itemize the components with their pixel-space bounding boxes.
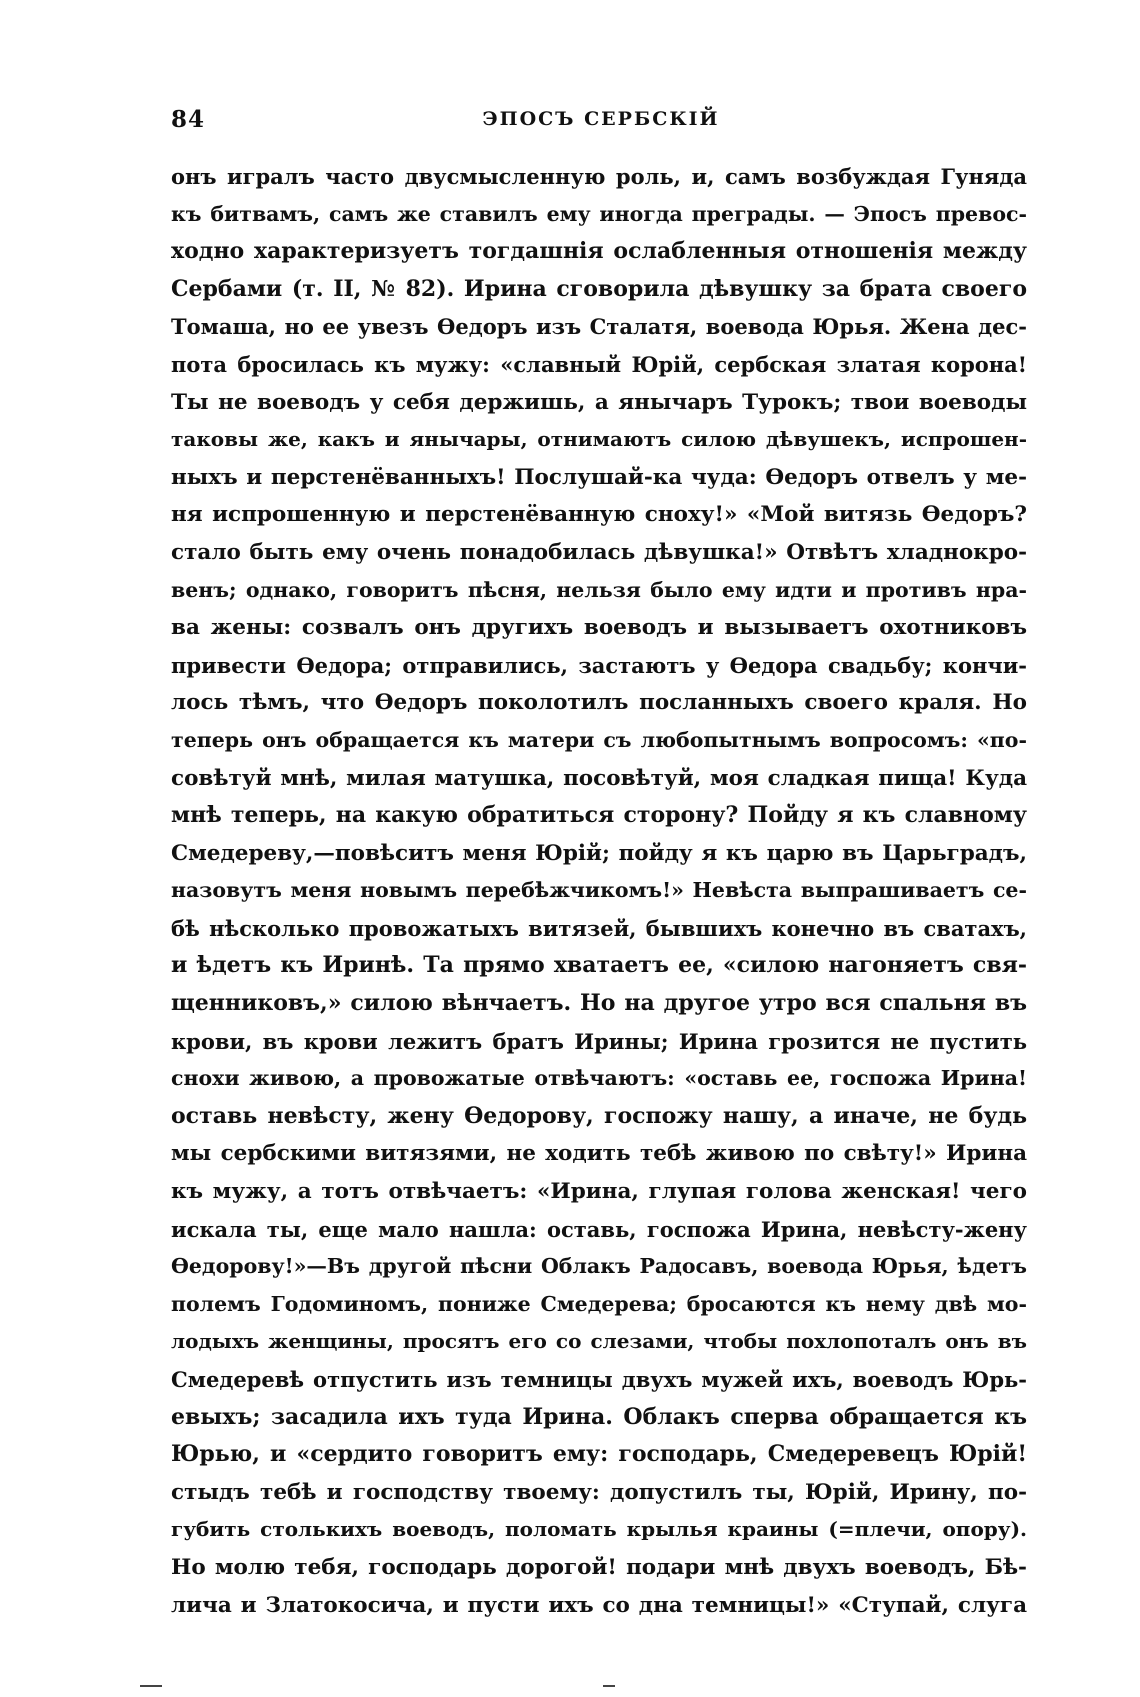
text-line: бѣ нѣсколько провожатыхъ витязей, бывшихъ конечно въ сватахъ,: [171, 915, 1027, 941]
scan-artifact-mark: [603, 1685, 615, 1687]
text-line: назовутъ меня новымъ перебѣжчикомъ!» Невѣста выпрашиваетъ се-: [171, 878, 1027, 903]
text-line: пота бросилась къ мужу: «славный Юрій, сербская златая корона!: [171, 351, 1027, 377]
text-line: Ѳедорову!»—Въ другой пѣсни Облакъ Радосавъ, воевода Юрья, ѣдетъ: [171, 1254, 1027, 1279]
text-line: Ты не воеводъ у себя держишь, а янычаръ Турокъ; твои воеводы: [171, 389, 1027, 415]
text-line: лича и Златокосича, и пусти ихъ со дна темницы!» «Ступай, слуга: [171, 1592, 1027, 1618]
body-text: [171, 158, 1027, 1624]
text-line: таковы же, какъ и янычары, отнимаютъ силою дѣвушекъ, испрошен-: [171, 427, 1027, 452]
text-line: Смедереву,—повѣситъ меня Юрій; пойду я къ царю въ Царьградъ,: [171, 840, 1027, 866]
text-line: Смедеревѣ отпустить изъ темницы двухъ мужей ихъ, воеводъ Юрь-: [171, 1367, 1027, 1392]
text-line: онъ игралъ часто двусмысленную роль, и, самъ возбуждая Гуняда: [171, 164, 1027, 189]
text-line: полемъ Годоминомъ, пониже Смедерева; бросаются къ нему двѣ мо-: [171, 1291, 1027, 1316]
text-line: искала ты, еще мало нашла: оставь, госпожа Ирина, невѣсту-жену: [171, 1216, 1027, 1242]
text-line: снохи живою, а провожатые отвѣчаютъ: «оставь ее, госпожа Ирина!: [171, 1066, 1027, 1091]
text-line: мы сербскими витязями, не ходить тебѣ живою по свѣту!» Ирина: [171, 1141, 1027, 1167]
text-line: ныхъ и перстенёванныхъ! Послушай-ка чуда: Ѳедоръ отвелъ у ме-: [171, 464, 1027, 490]
running-title: ЭПОСЪ СЕРБСКІЙ: [482, 108, 720, 130]
text-line: ня испрошенную и перстенёванную сноху!» «Мой витязь Ѳедоръ?: [171, 502, 1027, 528]
text-line: лодыхъ женщины, просятъ его со слезами, чтобы похлопоталъ онъ въ: [171, 1329, 1027, 1354]
text-line: теперь онъ обращается къ матери съ любопытнымъ вопросомъ: «по-: [171, 727, 1027, 752]
text-line: стыдъ тебѣ и господству твоему: допустилъ ты, Юрій, Ирину, по-: [171, 1479, 1027, 1505]
text-line: совѣтуй мнѣ, милая матушка, посовѣтуй, моя сладкая пища! Куда: [171, 765, 1027, 791]
text-line: къ мужу, а тотъ отвѣчаетъ: «Ирина, глупая голова женская! чего: [171, 1179, 1027, 1205]
text-line: венъ; однако, говоритъ пѣсня, нельзя было ему идти и противъ нра-: [171, 577, 1027, 602]
text-line: привести Ѳедора; отправились, застаютъ у Ѳедора свадьбу; кончи-: [171, 652, 1027, 678]
text-line: ходно характеризуетъ тогдашнія ослабленныя отношенія между: [171, 238, 1027, 265]
text-line: лось тѣмъ, что Ѳедоръ поколотилъ посланныхъ своего краля. Но: [171, 690, 1027, 716]
text-line: Но молю тебя, господарь дорогой! подари мнѣ двухъ воеводъ, Бѣ-: [171, 1554, 1027, 1580]
text-line: мнѣ теперь, на какую обратиться сторону? Пойду я къ славному: [171, 802, 1027, 829]
text-line: щенниковъ,» силою вѣнчаетъ. Но на другое утро вся спальня въ: [171, 990, 1027, 1017]
page-header: [171, 106, 1031, 142]
text-line: Сербами (т. II, № 82). Ирина сговорила дѣвушку за брата своего: [171, 275, 1027, 302]
text-line: къ битвамъ, самъ же ставилъ ему иногда преграды. — Эпосъ превос-: [171, 201, 1027, 226]
text-line: Юрью, и «сердито говоритъ ему: господарь, Смедеревецъ Юрій!: [171, 1441, 1027, 1468]
text-line: и ѣдетъ къ Иринѣ. Та прямо хватаетъ ее, «силою нагоняетъ свя-: [171, 952, 1027, 979]
text-line: крови, въ крови лежитъ братъ Ирины; Ирина грозится не пустить: [171, 1028, 1027, 1054]
text-line: ва жены: созвалъ онъ другихъ воеводъ и вызываетъ охотниковъ: [171, 615, 1027, 641]
scan-artifact-mark: [140, 1685, 162, 1687]
text-line: оставь невѣсту, жену Ѳедорову, госпожу нашу, а иначе, не будь: [171, 1102, 1027, 1129]
text-line: стало быть ему очень понадобилась дѣвушка!» Отвѣтъ хладнокро-: [171, 539, 1027, 565]
text-line: евыхъ; засадила ихъ туда Ирина. Облакъ сперва обращается къ: [171, 1403, 1027, 1430]
text-line: губить столькихъ воеводъ, поломать крылья краины (=плечи, опору).: [171, 1517, 1027, 1542]
text-line: Томаша, но ее увезъ Ѳедоръ изъ Сталатя, воевода Юрья. Жена дес-: [171, 314, 1027, 340]
page-number: 84: [171, 106, 206, 133]
